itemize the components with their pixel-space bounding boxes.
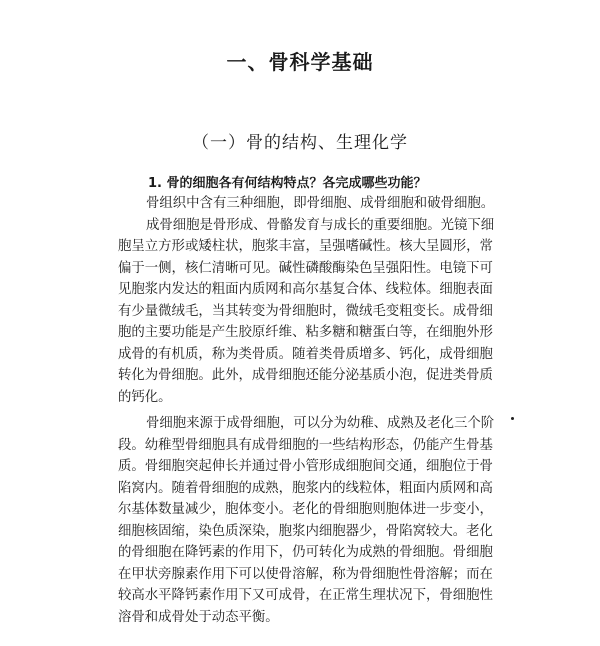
paragraph-3-line: 较高水平降钙素作用下又可成骨，在正常生理状况下，骨细胞性 [118,588,493,603]
paragraph-3-line: 质。骨细胞突起伸长并通过骨小管形成细胞间交通，细胞位于骨 [118,459,493,474]
paragraph-1-line: 骨组织中含有三种细胞，即骨细胞、成骨细胞和破骨细胞。 [146,196,495,211]
section-title: （一）骨的结构、生理化学 [192,133,408,153]
scan-speck [511,417,514,420]
paragraph-2-line: 见胞浆内发达的粗面内质网和高尔基复合体、线粒体。细胞表面 [118,282,493,297]
paragraph-3-line: 陷窝内。随着骨细胞的成熟，胞浆内的线粒体，粗面内质网和高 [118,480,493,496]
paragraph-2-line: 有少量微绒毛，当其转变为骨细胞时，微绒毛变粗变长。成骨细 [118,303,493,319]
paragraph-3-line: 在甲状旁腺素作用下可以使骨溶解，称为骨细胞性骨溶解；而在 [118,566,493,582]
question-heading: 1. 骨的细胞各有何结构特点？各完成哪些功能？ [148,176,427,191]
paragraph-2-line: 转化为骨细胞。此外，成骨细胞还能分泌基质小泡，促进类骨质 [118,368,493,383]
paragraph-2-line: 成骨的有机质，称为类骨质。随着类骨质增多、钙化，成骨细胞 [118,346,493,362]
paragraph-3-line: 骨细胞来源于成骨细胞，可以分为幼稚、成熟及老化三个阶 [146,416,495,431]
chapter-title: 一、骨科学基础 [226,50,374,74]
paragraph-3-line: 细胞核固缩，染色质深染，胞浆内细胞器少，骨陷窝较大。老化 [118,523,493,539]
paragraph-2-line: 偏于一侧，核仁清晰可见。碱性磷酸酶染色呈强阳性。电镜下可 [118,260,493,276]
paragraph-2-line: 的钙化。 [118,389,172,405]
paragraph-2-line: 胞的主要功能是产生胶原纤维、粘多糖和糖蛋白等，在细胞外形 [118,325,493,340]
paragraph-3-line: 尔基体数量减少，胞体变小。老化的骨细胞则胞体进一步变小， [118,502,493,517]
body-text [118,193,498,628]
paragraph-2-line: 成骨细胞是骨形成、骨骼发育与成长的重要细胞。光镜下细 [146,217,495,233]
paragraph-2-line: 胞呈立方形或矮柱状，胞浆丰富，呈强嗜碱性。核大呈圆形，常 [118,239,493,254]
paragraph-3-line: 溶骨和成骨处于动态平衡。 [118,609,279,625]
paragraph-3-line: 段。幼稚型骨细胞具有成骨细胞的一些结构形态，仍能产生骨基 [118,437,493,453]
paragraph-3-line: 的骨细胞在降钙素的作用下，仍可转化为成熟的骨细胞。骨细胞 [118,545,493,560]
